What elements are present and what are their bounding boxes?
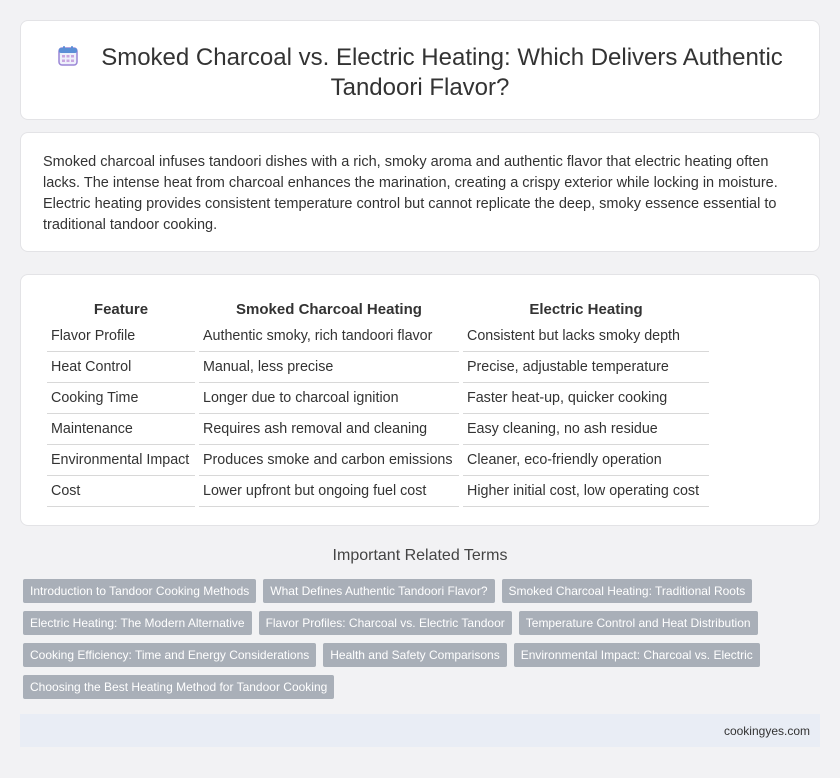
related-term-link[interactable]: Smoked Charcoal Heating: Traditional Roots xyxy=(502,579,753,603)
table-cell: Environmental Impact xyxy=(47,445,195,476)
related-term-link[interactable]: Health and Safety Comparisons xyxy=(323,643,506,667)
related-term-link[interactable]: Environmental Impact: Charcoal vs. Electric xyxy=(514,643,760,667)
table-row xyxy=(47,321,709,352)
table-row xyxy=(47,414,709,445)
table-cell: Faster heat-up, quicker cooking xyxy=(463,383,709,414)
table-cell: Longer due to charcoal ignition xyxy=(199,383,459,414)
table-cell: Higher initial cost, low operating cost xyxy=(463,476,709,507)
table-cell: Precise, adjustable temperature xyxy=(463,352,709,383)
related-term-link[interactable]: Cooking Efficiency: Time and Energy Considerations xyxy=(23,643,316,667)
footer-site-link[interactable]: cookingyes.com xyxy=(723,724,810,738)
table-cell: Manual, less precise xyxy=(199,352,459,383)
comparison-table xyxy=(43,297,713,507)
tag-row xyxy=(23,643,823,667)
tag-row xyxy=(23,579,823,603)
related-terms-title: Important Related Terms xyxy=(332,547,508,564)
tag-row xyxy=(23,611,823,635)
table-cell: Consistent but lacks smoky depth xyxy=(463,321,709,352)
table-row xyxy=(47,476,709,507)
related-term-link[interactable]: Flavor Profiles: Charcoal vs. Electric Tandoor xyxy=(259,611,512,635)
comparison-card xyxy=(20,274,820,526)
related-term-link[interactable]: What Defines Authentic Tandoori Flavor? xyxy=(263,579,494,603)
calendar-icon xyxy=(57,45,79,67)
table-cell: Produces smoke and carbon emissions xyxy=(199,445,459,476)
related-term-link[interactable]: Temperature Control and Heat Distribution xyxy=(519,611,758,635)
related-terms-list xyxy=(23,579,823,707)
table-row xyxy=(47,352,709,383)
table-cell: Cost xyxy=(47,476,195,507)
table-cell: Cooking Time xyxy=(47,383,195,414)
table-row xyxy=(47,445,709,476)
related-term-link[interactable]: Introduction to Tandoor Cooking Methods xyxy=(23,579,256,603)
related-term-link[interactable]: Electric Heating: The Modern Alternative xyxy=(23,611,252,635)
tag-row xyxy=(23,675,823,699)
header-feature: Feature xyxy=(93,300,149,318)
table-cell: Cleaner, eco-friendly operation xyxy=(463,445,709,476)
header-electric: Electric Heating xyxy=(529,300,643,318)
table-cell: Heat Control xyxy=(47,352,195,383)
table-cell: Lower upfront but ongoing fuel cost xyxy=(199,476,459,507)
table-cell: Maintenance xyxy=(47,414,195,445)
table-cell: Requires ash removal and cleaning xyxy=(199,414,459,445)
page-title xyxy=(21,43,819,103)
table-cell: Easy cleaning, no ash residue xyxy=(463,414,709,445)
intro-card xyxy=(20,132,820,252)
intro-paragraph: Smoked charcoal infuses tandoori dishes with a rich, smoky aroma and authentic flavor that electric heating often lacks. The intense heat from charcoal enhances the marination, creating a crispy exterior while locking in moisture. Electric heating provides consistent temperature control but cannot replicate the deep, smoky essence essential to traditional tandoor cooking. xyxy=(43,154,778,233)
footer xyxy=(20,714,820,747)
header-charcoal: Smoked Charcoal Heating xyxy=(236,300,422,318)
table-cell: Authentic smoky, rich tandoori flavor xyxy=(199,321,459,352)
table-row xyxy=(47,383,709,414)
title-card xyxy=(20,20,820,120)
table-cell: Flavor Profile xyxy=(47,321,195,352)
title-text: Smoked Charcoal vs. Electric Heating: Which Delivers Authentic Tandoori Flavor? xyxy=(101,44,783,101)
table-header-row xyxy=(47,297,709,321)
related-term-link[interactable]: Choosing the Best Heating Method for Tandoor Cooking xyxy=(23,675,334,699)
